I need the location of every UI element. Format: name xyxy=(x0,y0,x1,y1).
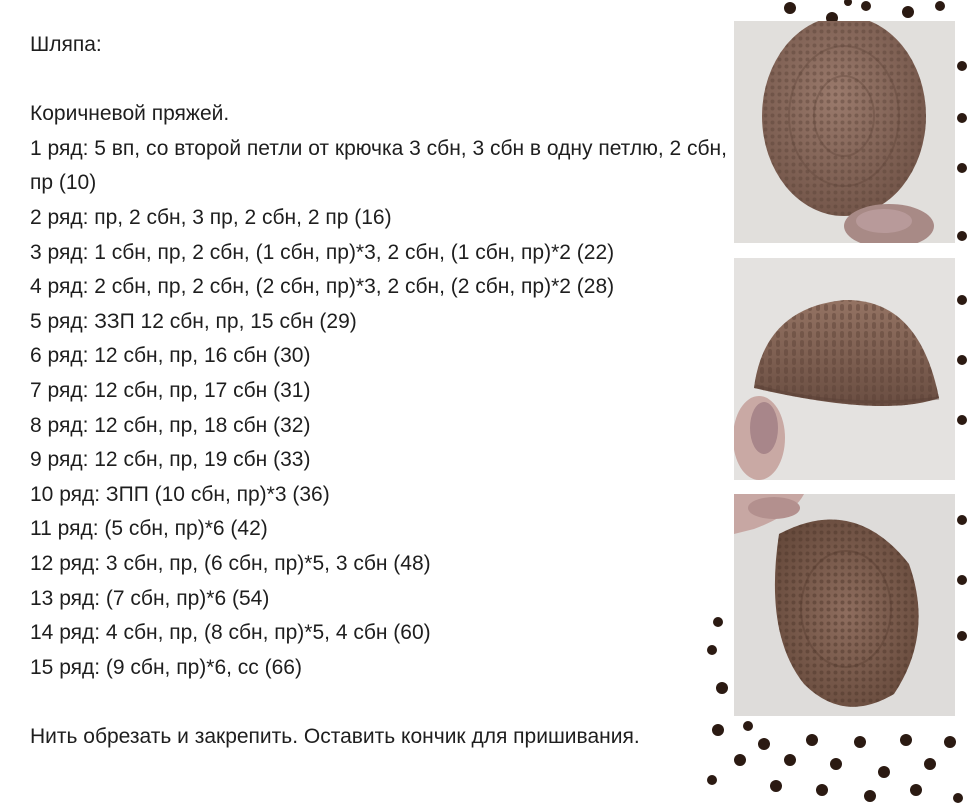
row-instruction-13: 13 ряд: (7 сбн, пр)*6 (54) xyxy=(30,586,270,610)
row-instruction-5: 5 ряд: ЗЗП 12 сбн, пр, 15 сбн (29) xyxy=(30,309,357,333)
crochet-hat-top-photo xyxy=(734,21,955,243)
row-instruction-1: 1 ряд: 5 вп, со второй петли от крючка 3 сбн, 3 сбн в одну петлю, 2 сбн, пр (10) xyxy=(30,136,727,195)
finishing-note: Нить обрезать и закрепить. Оставить кончик для пришивания. xyxy=(30,724,640,748)
row-instruction-14: 14 ряд: 4 сбн, пр, (8 сбн, пр)*5, 4 сбн (60) xyxy=(30,621,431,645)
pattern-text xyxy=(30,28,730,754)
row-instruction-10: 10 ряд: ЗПП (10 сбн, пр)*3 (36) xyxy=(30,482,330,506)
section-title: Шляпа: xyxy=(30,33,102,56)
row-instruction-6: 6 ряд: 12 сбн, пр, 16 сбн (30) xyxy=(30,344,311,368)
crochet-hat-inside-photo xyxy=(734,494,955,716)
row-instruction-12: 12 ряд: 3 сбн, пр, (6 сбн, пр)*5, 3 сбн (48) xyxy=(30,551,431,575)
row-instruction-15: 15 ряд: (9 сбн, пр)*6, сс (66) xyxy=(30,655,302,679)
spacer xyxy=(30,63,730,98)
row-instruction-8: 8 ряд: 12 сбн, пр, 18 сбн (32) xyxy=(30,413,311,437)
row-instruction-3: 3 ряд: 1 сбн, пр, 2 сбн, (1 сбн, пр)*3, 2 сбн, (1 сбн, пр)*2 (22) xyxy=(30,240,615,264)
intro-line: Коричневой пряжей. xyxy=(30,102,230,126)
row-instruction-9: 9 ряд: 12 сбн, пр, 19 сбн (33) xyxy=(30,448,311,472)
row-instruction-4: 4 ряд: 2 сбн, пр, 2 сбн, (2 сбн, пр)*3, 2 сбн, (2 сбн, пр)*2 (28) xyxy=(30,275,615,299)
spacer xyxy=(30,685,730,720)
row-instruction-7: 7 ряд: 12 сбн, пр, 17 сбн (31) xyxy=(30,378,311,402)
row-instruction-11: 11 ряд: (5 сбн, пр)*6 (42) xyxy=(30,517,268,541)
crochet-hat-side-photo xyxy=(734,258,955,480)
row-instruction-2: 2 ряд: пр, 2 сбн, 3 пр, 2 сбн, 2 пр (16) xyxy=(30,205,392,229)
